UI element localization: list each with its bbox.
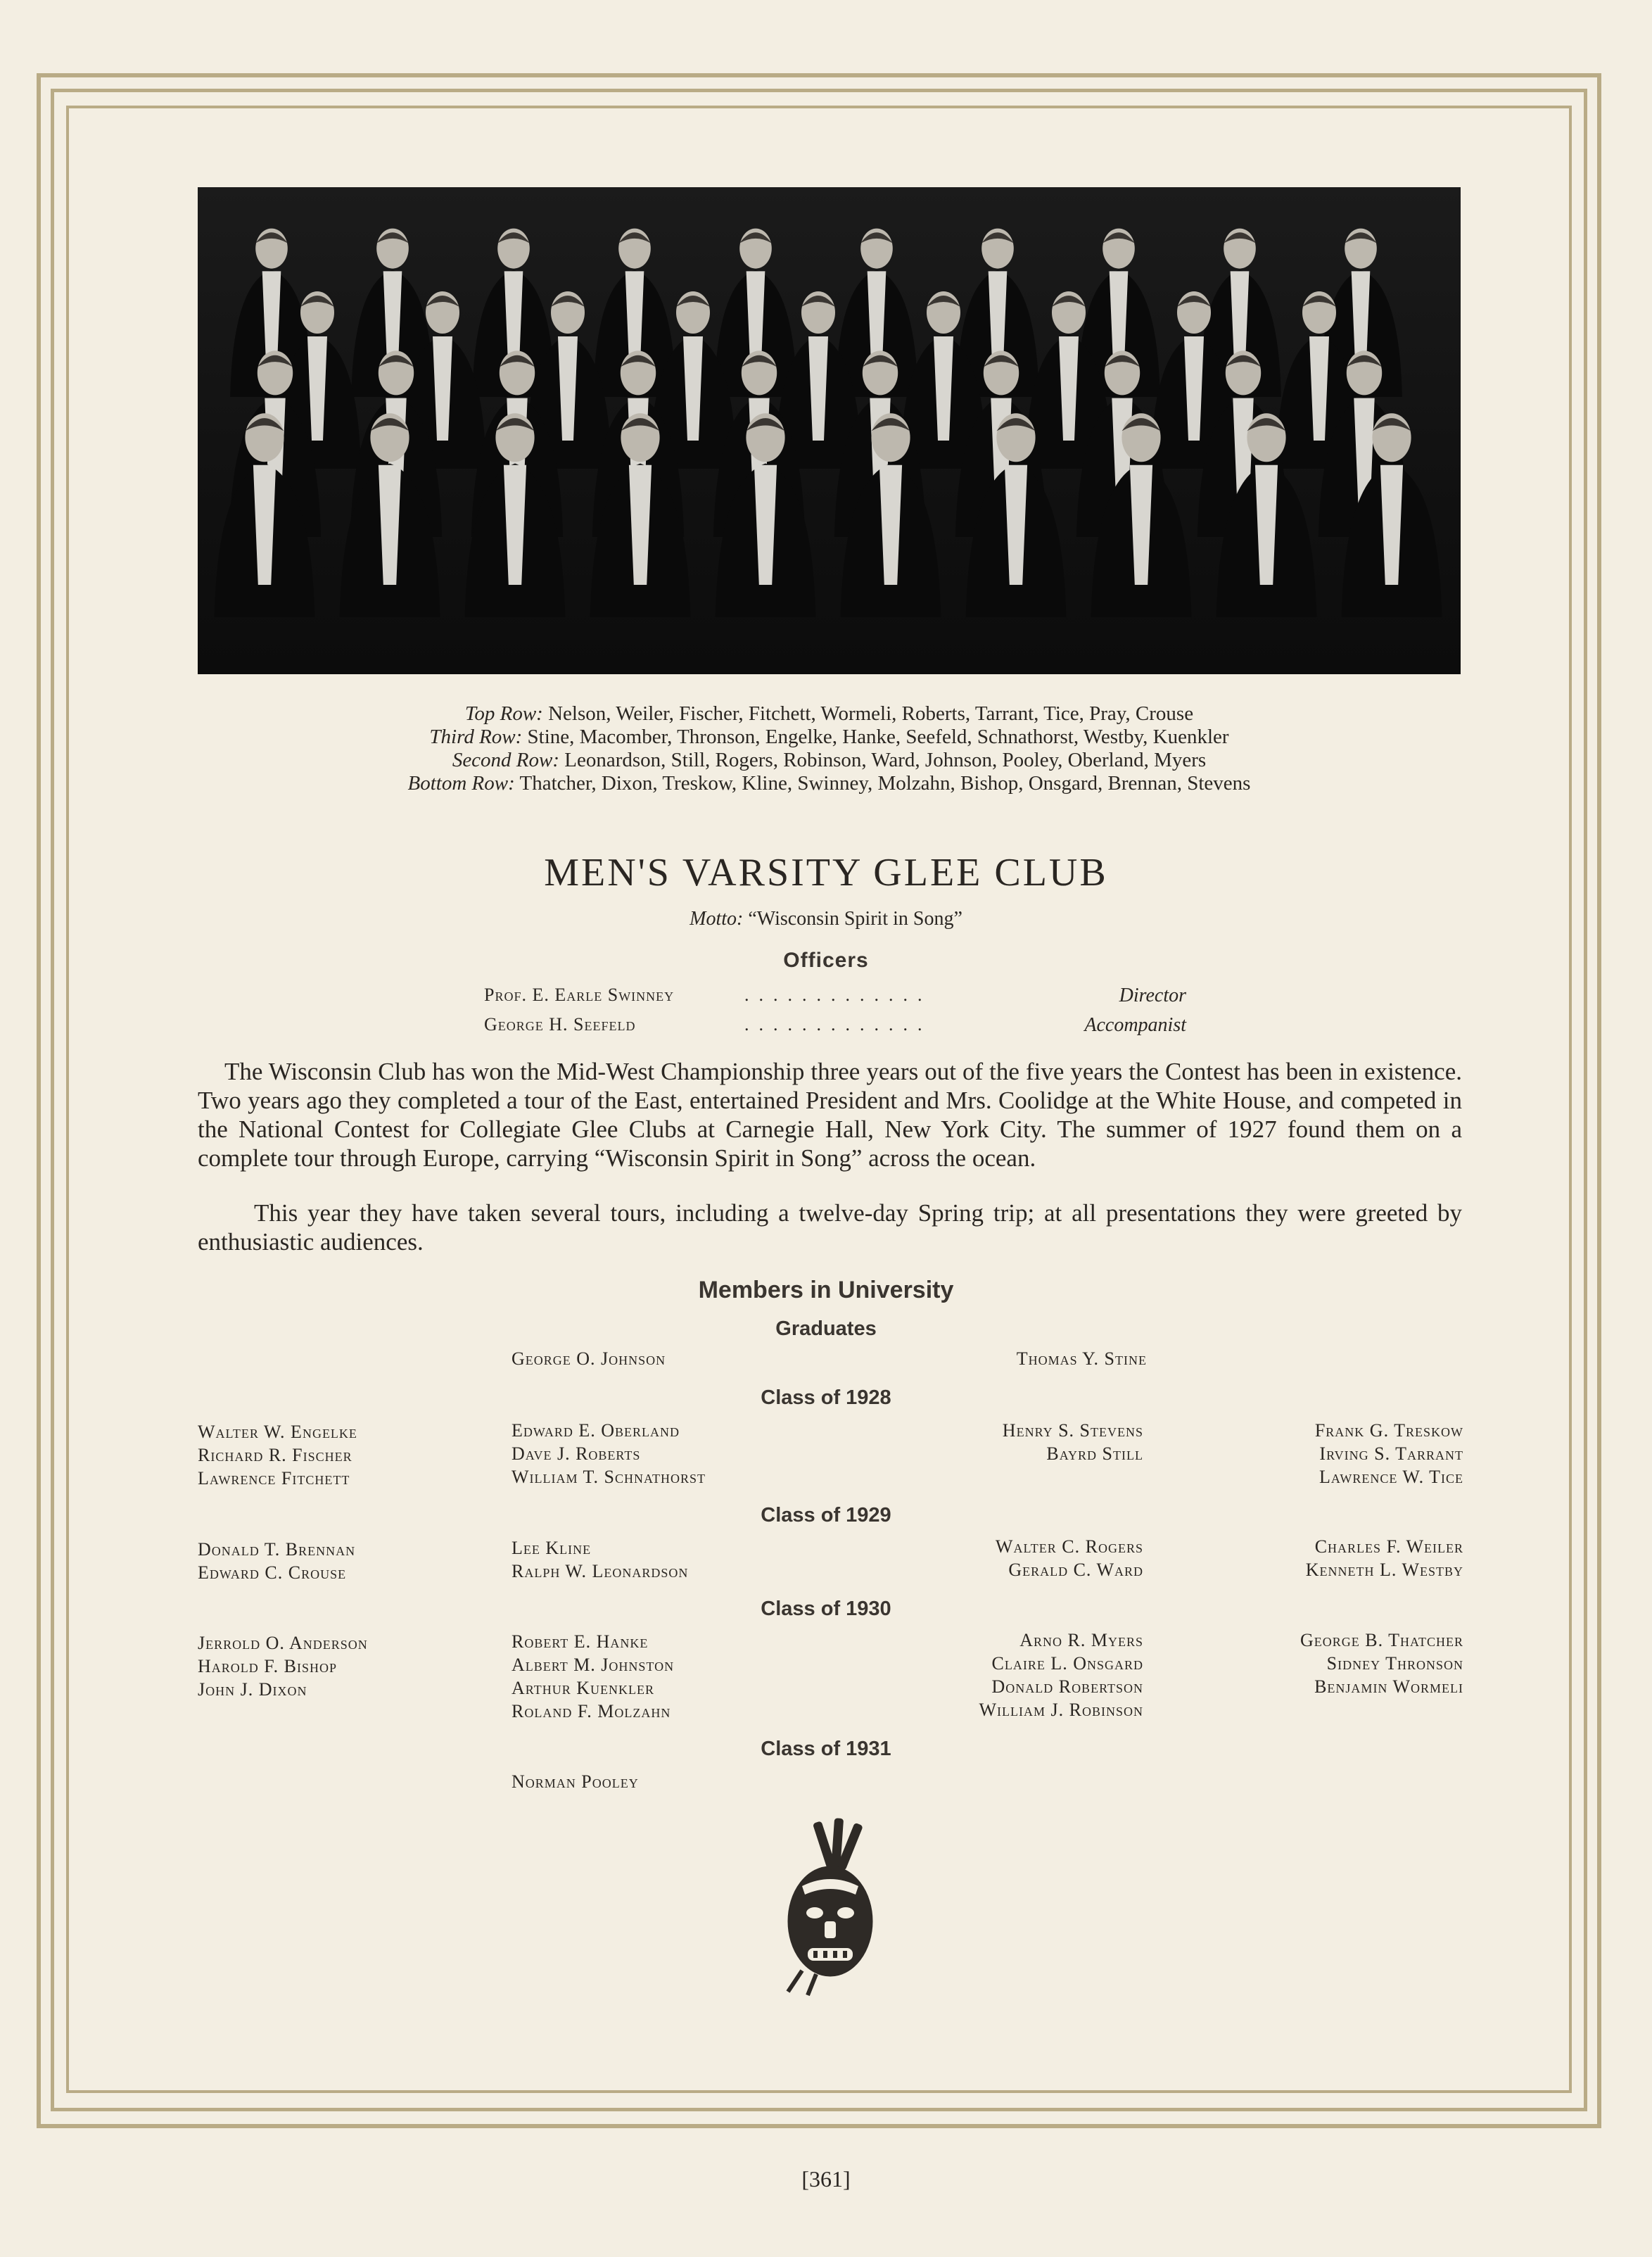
motto: Motto: “Wisconsin Spirit in Song” — [690, 908, 962, 930]
graduates-left — [512, 1347, 666, 1370]
class-1930-col-b — [512, 1630, 674, 1723]
class-1928-col-d — [1315, 1419, 1463, 1488]
class-1928-heading: Class of 1928 — [761, 1386, 891, 1409]
class-1928-col-b — [512, 1419, 706, 1488]
class-1931-col-b — [512, 1770, 639, 1793]
caption-row: Bottom Row: Thatcher, Dixon, Treskow, Kline, Swinney, Molzahn, Bishop, Onsgard, Brennan, Stevens — [407, 772, 1251, 795]
caption-row: Third Row: Stine, Macomber, Thronson, Engelke, Hanke, Seefeld, Schnathorst, Westby, Kuenkler — [429, 726, 1229, 748]
officer-row — [484, 985, 1186, 1006]
member-name: Robert E. Hanke — [512, 1631, 649, 1652]
member-name: Kenneth L. Westby — [1305, 1560, 1463, 1580]
member-name: Donald Robertson — [991, 1676, 1143, 1697]
member-name: Dave J. Roberts — [512, 1443, 641, 1464]
class-1928-col-c — [1003, 1419, 1143, 1465]
member-name: Walter C. Rogers — [995, 1536, 1143, 1557]
members-heading: Members in University — [698, 1277, 954, 1303]
class-1930-col-d — [1300, 1629, 1463, 1698]
member-name: Albert M. Johnston — [512, 1655, 675, 1675]
member-name: George O. Johnson — [512, 1348, 666, 1369]
badger-mask-emblem-icon — [774, 1816, 887, 1999]
caption-row: Second Row: Leonardson, Still, Rogers, Robinson, Ward, Johnson, Pooley, Oberland, Myers — [452, 749, 1207, 771]
member-name: Norman Pooley — [512, 1771, 639, 1792]
member-name: Lawrence Fitchett — [198, 1468, 350, 1488]
officer-name: George H. Seefeld — [484, 1014, 636, 1035]
graduates-heading: Graduates — [775, 1317, 877, 1340]
member-name: Arthur Kuenkler — [512, 1678, 654, 1698]
member-name: Gerald C. Ward — [1008, 1560, 1143, 1580]
member-name: Bayrd Still — [1046, 1443, 1143, 1464]
member-name: Claire L. Onsgard — [991, 1653, 1143, 1674]
member-name: Lawrence W. Tice — [1319, 1467, 1463, 1487]
class-1929-col-d — [1306, 1535, 1463, 1581]
member-name: Lee Kline — [512, 1538, 592, 1558]
member-name: Ralph W. Leonardson — [512, 1561, 689, 1581]
class-1930-heading: Class of 1930 — [761, 1598, 891, 1620]
member-name: Irving S. Tarrant — [1319, 1443, 1463, 1464]
page-number: [361] — [801, 2166, 851, 2192]
class-1928-col-a — [198, 1420, 357, 1490]
officer-row — [484, 1014, 1186, 1035]
member-name: Donald T. Brennan — [198, 1539, 356, 1560]
member-name: Frank G. Treskow — [1314, 1420, 1463, 1441]
body-paragraph: The Wisconsin Club has won the Mid-West Championship three years out of the five years the Contest has been in existence. Two years ago they completed a tour of the East, entertained President and Mrs. Coolidge at the White House, and competed in the National Contest for Collegiate Glee Clubs at Carnegie Hall, New York City. The summer of 1927 found them on a complete tour through Europe, carrying “Wisconsin Spirit in Song” across the ocean. — [198, 1058, 1462, 1172]
leader-dots: ............. — [744, 985, 932, 1005]
member-name: Charles F. Weiler — [1314, 1536, 1463, 1557]
member-name: George B. Thatcher — [1300, 1630, 1463, 1650]
member-name: Jerrold O. Anderson — [198, 1633, 368, 1653]
class-1930-col-c — [979, 1629, 1144, 1721]
class-1929-col-b — [512, 1536, 688, 1583]
member-name: Richard R. Fischer — [198, 1445, 352, 1465]
graduates-right — [1017, 1347, 1147, 1370]
leader-dots: ............. — [744, 1014, 932, 1035]
member-name: Thomas Y. Stine — [1016, 1348, 1147, 1369]
officer-name: Prof. E. Earle Swinney — [484, 985, 675, 1005]
page-title: MEN'S VARSITY GLEE CLUB — [544, 851, 1108, 894]
group-photo — [198, 187, 1461, 674]
member-name: Walter W. Engelke — [198, 1422, 357, 1442]
class-1929-heading: Class of 1929 — [761, 1504, 891, 1526]
member-name: Benjamin Wormeli — [1314, 1676, 1463, 1697]
officers-heading: Officers — [783, 949, 869, 972]
member-name: Arno R. Myers — [1019, 1630, 1143, 1650]
member-name: Edward C. Crouse — [198, 1562, 347, 1583]
member-name: Henry S. Stevens — [1002, 1420, 1143, 1441]
officer-role: Accompanist — [1084, 1014, 1186, 1036]
member-name: William J. Robinson — [979, 1700, 1143, 1720]
member-name: William T. Schnathorst — [512, 1467, 706, 1487]
class-1931-heading: Class of 1931 — [761, 1738, 891, 1760]
photo-caption — [198, 702, 1461, 795]
body-paragraph: This year they have taken several tours, including a twelve-day Spring trip; at all presentations they were greeted by enthusiastic audiences. — [198, 1199, 1462, 1256]
member-name: Sidney Thronson — [1326, 1653, 1463, 1674]
member-name: Harold F. Bishop — [198, 1656, 338, 1676]
member-name: John J. Dixon — [198, 1679, 307, 1700]
class-1930-col-a — [198, 1631, 368, 1701]
class-1929-col-a — [198, 1538, 355, 1584]
member-name: Roland F. Molzahn — [512, 1701, 671, 1721]
class-1929-col-c — [996, 1535, 1143, 1581]
member-name: Edward E. Oberland — [512, 1420, 680, 1441]
officer-role: Director — [1119, 985, 1186, 1006]
caption-row: Top Row: Nelson, Weiler, Fischer, Fitchett, Wormeli, Roberts, Tarrant, Tice, Pray, Crouse — [464, 702, 1194, 725]
